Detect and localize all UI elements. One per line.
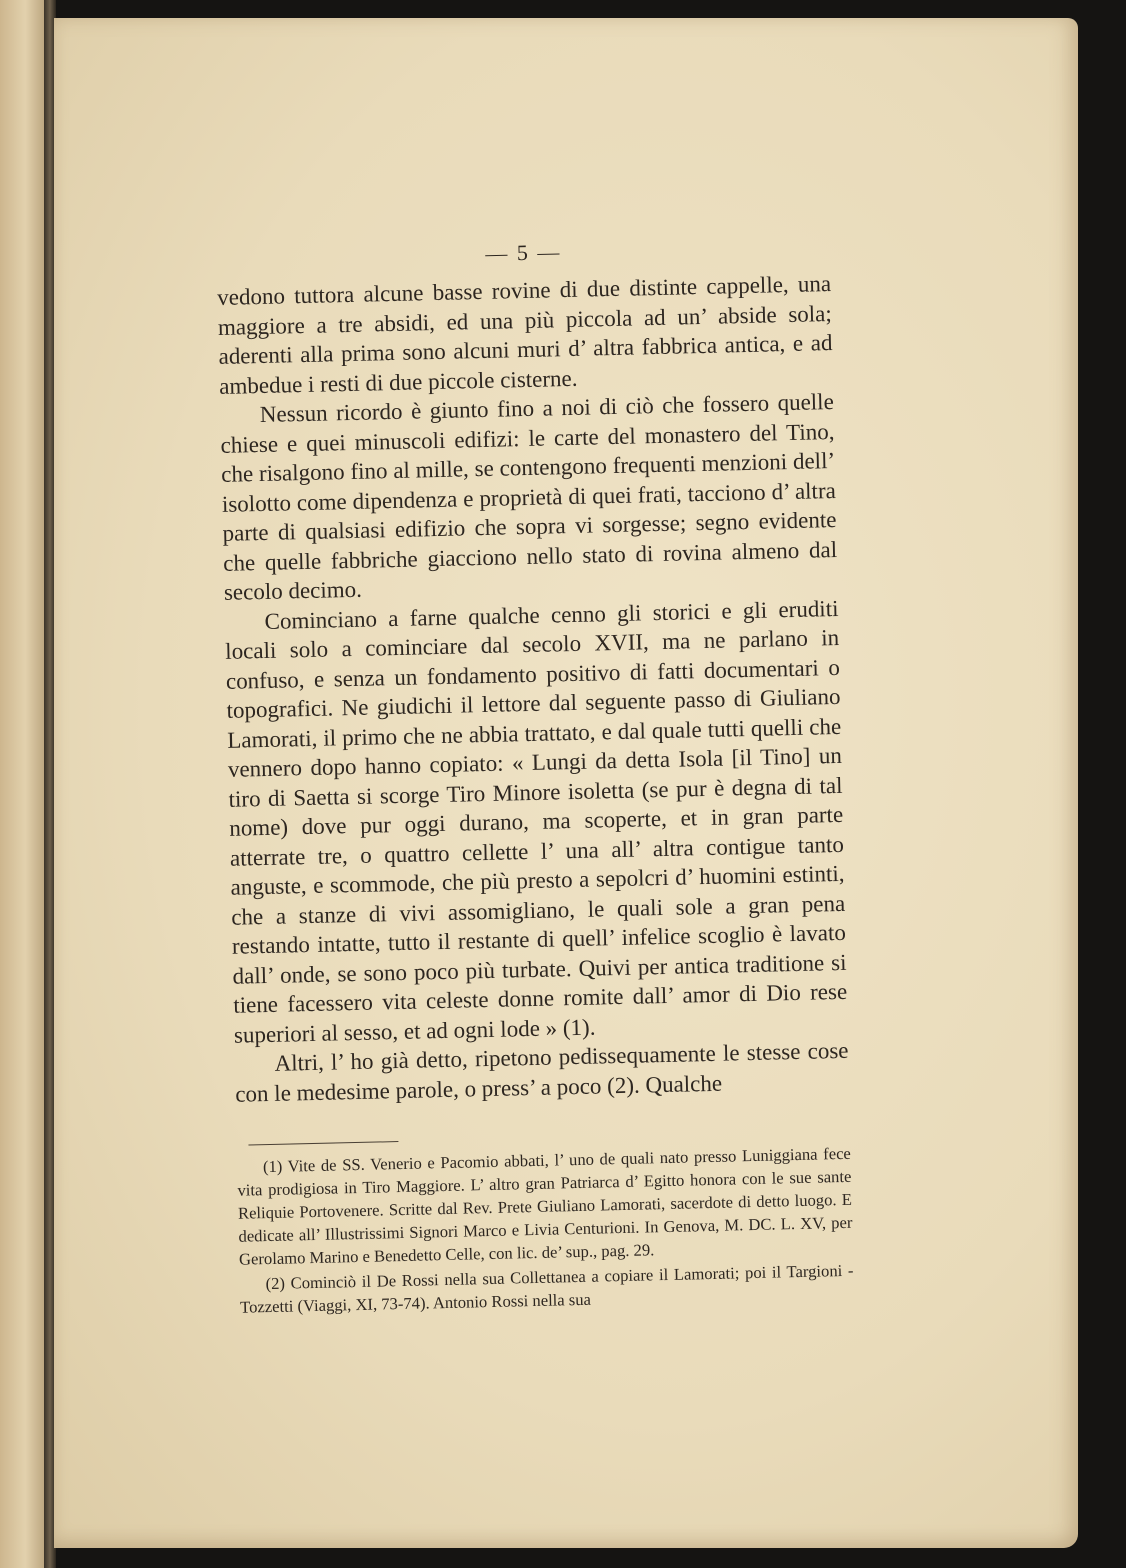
footnote-1: (1) Vite de SS. Venerio e Pacomio abbati, l’ uno de quali nato presso Luniggiana fece vita prodigiosa in Tiro Maggiore. L’ altro gran Patriarca d’ Egitto honora con le sue sante Reliquie Portovenere. Scritte dal Rev. Prete Giuliano Lamorati, sacerdote di detto luogo. E dedicate all’ Illustrissimi Signori Marco e Livia Centurioni. In Genova, M. DC. L. XV, per Gerolamo Marino e Benedetto Celle, con lic. de’ sup., pag. 29. <box>237 1143 853 1269</box>
page-content <box>216 233 854 1319</box>
paragraph-3: Cominciano a farne qualche cenno gli storici e gli eruditi locali solo a cominciare dal secolo XVII, ma ne parlano in confuso, e senza un fondamento positivo di fatti documentari o topografici. Ne giudichi il lettore dal seguente passo di Giuliano Lamorati, il primo che ne abbia trattato, e dal quale tutti quelli che vennero dopo hanno copiato: « Lungi da detta Isola [il Tino] un tiro di Saetta si scorge Tiro Minore isoletta (se pur è degna di tal nome) dove pur oggi durano, ma scoperte, et in gran parte atterrate tre, o quattro cellette l’ una all’ altra contigue tanto anguste, e scommode, che più presto a sepolcri d’ huomini estinti, che a stanze di vivi assomigliano, le quali sole a gran pena restando intatte, tutto il restante di quell’ infelice scoglio è lavato dall’ onde, se sono poco più turbate. Quivi per antica traditione si tiene facessero vita celeste donne romite dall’ amor di Dio rese superiori al sesso, et ad ogni lode » (1). <box>224 595 848 1048</box>
left-page-edge <box>0 0 46 1568</box>
paragraph-4: Altri, l’ ho già detto, ripetono pedissequamente le stesse cose con le medesime parole, o press’ a poco (2). Qualche <box>235 1037 849 1107</box>
footnotes <box>237 1142 855 1319</box>
body-text <box>217 269 850 1109</box>
footnote-rule <box>248 1141 398 1145</box>
paragraph-1: vedono tuttora alcune basse rovine di due distinte cappelle, una maggiore a tre absidi, ed una più piccola ad un’ abside sola; aderenti alla prima sono alcuni muri d’ altra fabbrica antica, e ad ambedue i resti di due piccole cisterne. <box>216 271 833 399</box>
paragraph-2: Nessun ricordo è giunto fino a noi di ciò che fossero quelle chiese e quei minuscoli edifizi: le carte del monastero del Tino, che risalgono fino al mille, se contengono frequenti menzioni dell’ isolotto come dipendenza e proprietà di quei frati, tacciono d’ altra parte di qualsiasi edifizio che sopra vi sorgesse; segno evidente che quelle fabbriche giacciono nello stato di rovina almeno dal secolo decimo. <box>220 388 838 605</box>
page-number: — 5 — <box>485 239 562 266</box>
footnote-2: (2) Cominciò il De Rossi nella sua Collettanea a copiare il Lamorati; poi il Targioni - Tozzetti (Viaggi, XI, 73-74). Antonio Rossi nella sua <box>239 1260 854 1317</box>
